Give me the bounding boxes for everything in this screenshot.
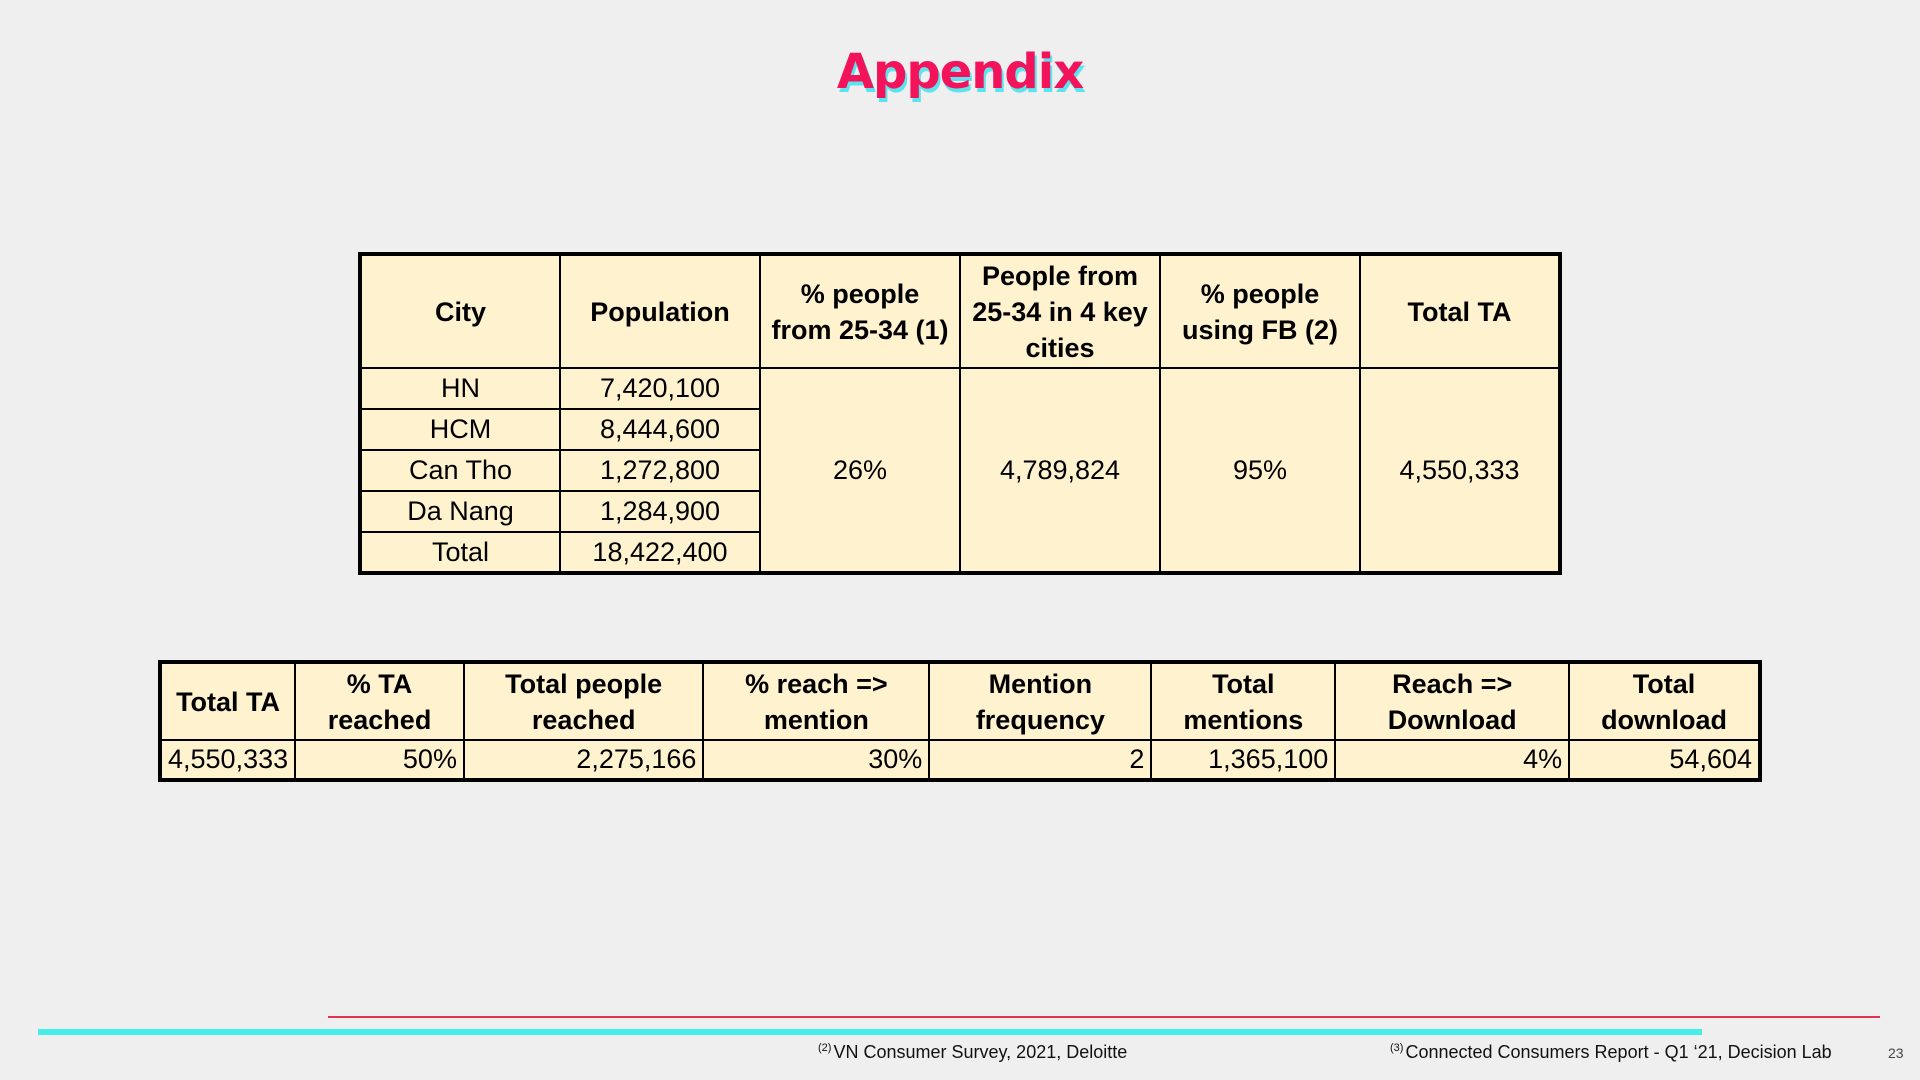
table-header-row	[360, 254, 1560, 368]
footnote-text: Connected Consumers Report - Q1 ‘21, Decision Lab	[1405, 1042, 1832, 1062]
header-total-ta: Total TA	[1360, 254, 1560, 368]
city-cell: Total	[360, 532, 560, 573]
total-ta-value: 4,550,333	[1360, 368, 1560, 573]
city-cell: Da Nang	[360, 491, 560, 532]
total-people-reached-cell: 2,275,166	[464, 740, 703, 780]
city-population-table	[358, 252, 1562, 575]
mention-frequency-cell: 2	[929, 740, 1151, 780]
people-25-34-value: 4,789,824	[960, 368, 1160, 573]
header-city: City	[360, 254, 560, 368]
total-ta-cell: 4,550,333	[160, 740, 295, 780]
population-cell: 8,444,600	[560, 409, 760, 450]
header-pct-25-34: % people from 25-34 (1)	[760, 254, 960, 368]
reach-funnel-table	[158, 660, 1762, 782]
page-title: Appendix	[836, 44, 1084, 100]
header-total-download: Total download	[1569, 662, 1760, 740]
header-reach-download: Reach => Download	[1335, 662, 1569, 740]
header-pct-reach-mention: % reach => mention	[703, 662, 929, 740]
header-total-mentions: Total mentions	[1151, 662, 1335, 740]
header-population: Population	[560, 254, 760, 368]
city-cell: HCM	[360, 409, 560, 450]
page-number: 23	[1888, 1045, 1904, 1061]
total-mentions-cell: 1,365,100	[1151, 740, 1335, 780]
footer-divider-red	[328, 1016, 1880, 1018]
footer-divider-cyan	[38, 1029, 1702, 1035]
pct-25-34-value: 26%	[760, 368, 960, 573]
header-pct-ta-reached: % TA reached	[295, 662, 464, 740]
table-header-row	[160, 662, 1760, 740]
footnote-marker: (3)	[1390, 1042, 1404, 1054]
header-people-25-34: People from 25-34 in 4 key cities	[960, 254, 1160, 368]
population-cell: 1,284,900	[560, 491, 760, 532]
total-download-cell: 54,604	[1569, 740, 1760, 780]
population-cell: 1,272,800	[560, 450, 760, 491]
population-cell: 18,422,400	[560, 532, 760, 573]
header-pct-fb: % people using FB (2)	[1160, 254, 1360, 368]
pct-reach-mention-cell: 30%	[703, 740, 929, 780]
header-total-ta: Total TA	[160, 662, 295, 740]
header-total-people-reached: Total people reached	[464, 662, 703, 740]
reach-download-cell: 4%	[1335, 740, 1569, 780]
pct-fb-value: 95%	[1160, 368, 1360, 573]
header-mention-frequency: Mention frequency	[929, 662, 1151, 740]
table-row	[360, 368, 1560, 409]
table-row	[160, 740, 1760, 780]
pct-ta-reached-cell: 50%	[295, 740, 464, 780]
footnote-source-2	[818, 1042, 1127, 1063]
city-cell: HN	[360, 368, 560, 409]
population-cell: 7,420,100	[560, 368, 760, 409]
footnote-marker: (2)	[818, 1042, 832, 1054]
footnote-source-3	[1390, 1042, 1832, 1063]
city-cell: Can Tho	[360, 450, 560, 491]
footnote-text: VN Consumer Survey, 2021, Deloitte	[833, 1042, 1128, 1062]
